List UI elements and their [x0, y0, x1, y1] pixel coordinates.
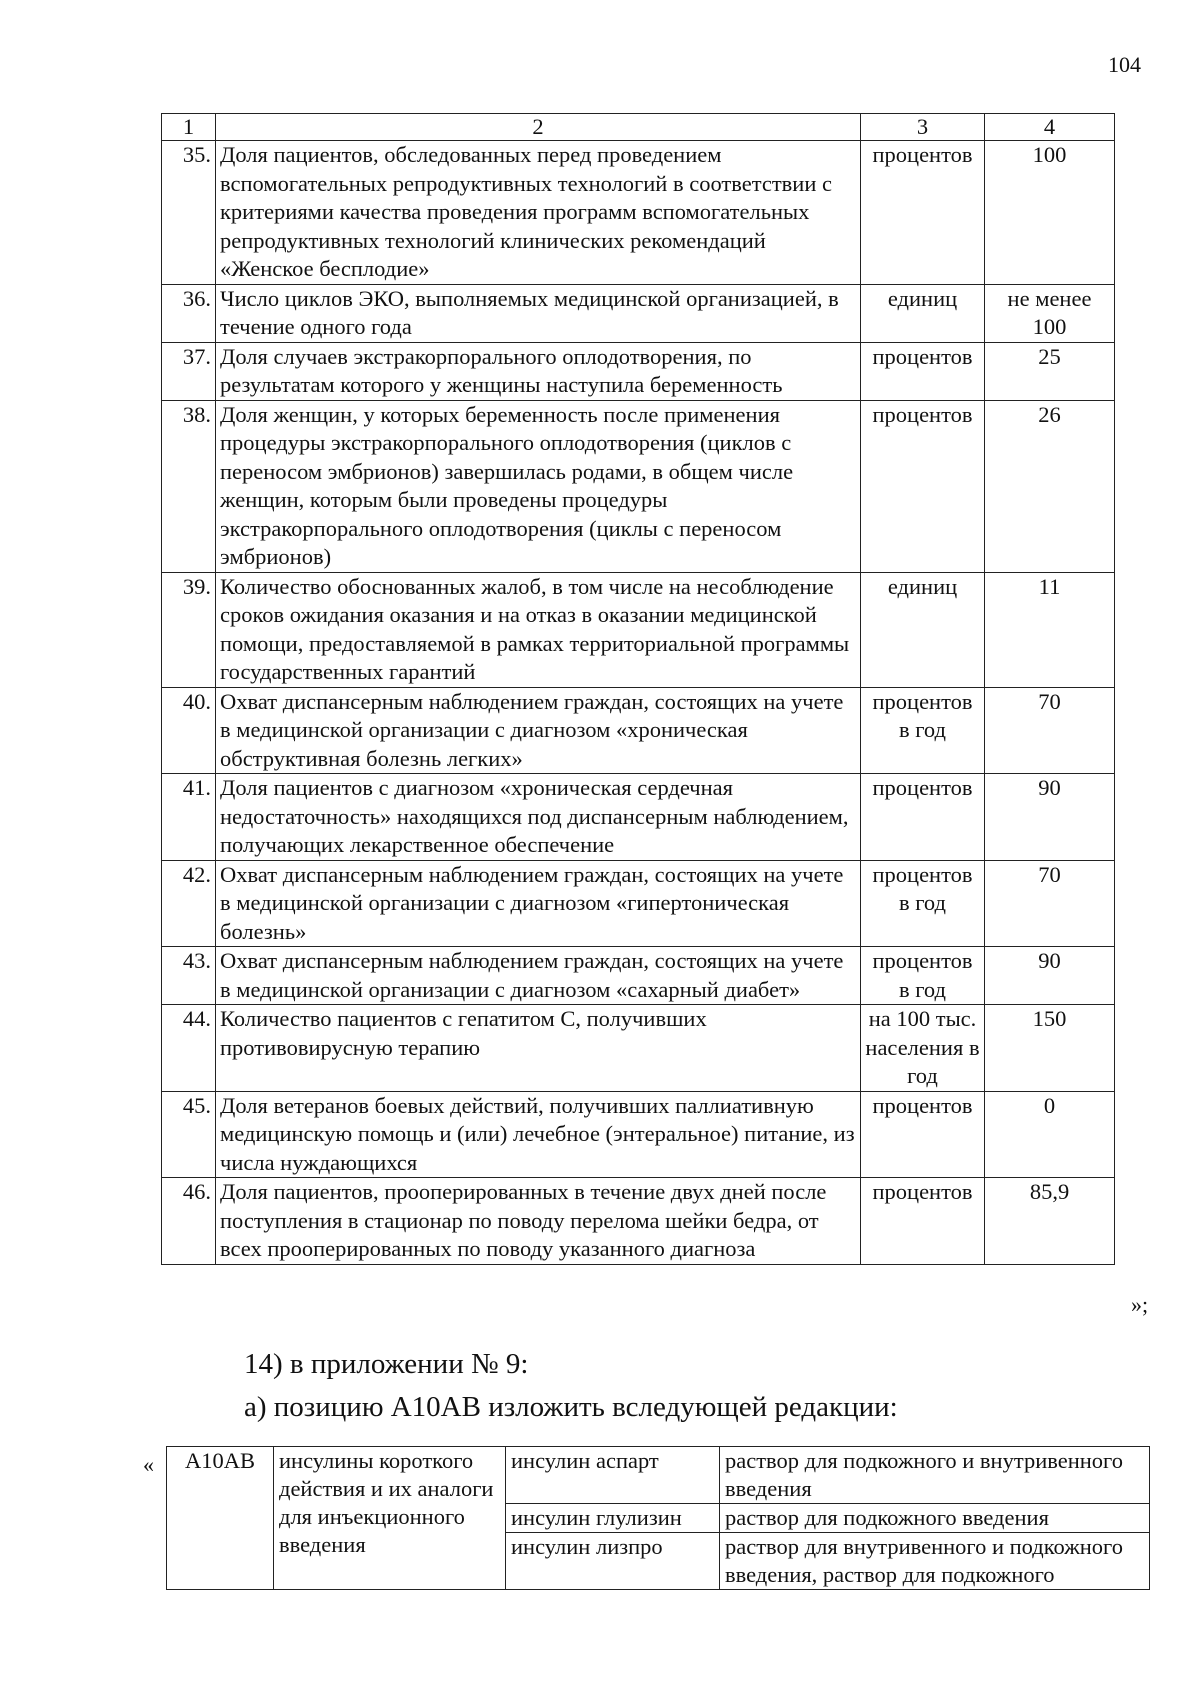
row-number: 38.	[162, 400, 216, 572]
row-number: 43.	[162, 947, 216, 1005]
indicator-value: 70	[985, 860, 1115, 947]
table-header-row	[162, 114, 1115, 141]
indicator-text: Количество пациентов с гепатитом С, получивших противовирусную терапию	[216, 1005, 861, 1092]
atc-table	[166, 1446, 1150, 1590]
column-header-4: 4	[985, 114, 1115, 141]
indicator-unit: процентов	[861, 342, 985, 400]
row-number: 45.	[162, 1091, 216, 1178]
table-row	[162, 1005, 1115, 1092]
table-row	[162, 141, 1115, 285]
amendment-line-2: а) позицию A10AB изложить вследующей редакции:	[244, 1391, 898, 1423]
indicator-value: 70	[985, 687, 1115, 774]
atc-code: A10AB	[167, 1447, 274, 1590]
indicator-text: Охват диспансерным наблюдением граждан, состоящих на учете в медицинской организации с диагнозом «гипертоническая болезнь»	[216, 860, 861, 947]
atc-drug: инсулин глулизин	[506, 1504, 720, 1533]
indicator-text: Охват диспансерным наблюдением граждан, состоящих на учете в медицинской организации с диагнозом «сахарный диабет»	[216, 947, 861, 1005]
table-row	[162, 572, 1115, 687]
table-row	[162, 947, 1115, 1005]
atc-form: раствор для подкожного введения	[720, 1504, 1150, 1533]
row-number: 39.	[162, 572, 216, 687]
row-number: 44.	[162, 1005, 216, 1092]
indicator-text: Охват диспансерным наблюдением граждан, состоящих на учете в медицинской организации с диагнозом «хроническая обструктивная болезнь легких»	[216, 687, 861, 774]
atc-form: раствор для внутривенного и подкожного введения, раствор для подкожного	[720, 1533, 1150, 1590]
atc-drug: инсулин лизпро	[506, 1533, 720, 1590]
indicator-unit: процентов	[861, 1091, 985, 1178]
table-row	[162, 860, 1115, 947]
table-row	[162, 1178, 1115, 1265]
indicator-value: 26	[985, 400, 1115, 572]
row-number: 36.	[162, 284, 216, 342]
indicator-value: 150	[985, 1005, 1115, 1092]
column-header-3: 3	[861, 114, 985, 141]
table-row	[162, 687, 1115, 774]
indicator-unit: процентов	[861, 400, 985, 572]
atc-group: инсулины короткого действия и их аналоги для инъекционного введения	[274, 1447, 506, 1590]
indicator-unit: процентов в год	[861, 947, 985, 1005]
atc-drug: инсулин аспарт	[506, 1447, 720, 1504]
indicator-unit: единиц	[861, 284, 985, 342]
indicator-text: Доля женщин, у которых беременность после применения процедуры экстракорпорального оплодотворения (циклов с переносом эмбрионов) завершилась родами, в общем числе женщин, которым были проведены процедуры экстракорпорального оплодотворения (циклы с переносом эмбрионов)	[216, 400, 861, 572]
column-header-2: 2	[216, 114, 861, 141]
amendment-line-1: 14) в приложении № 9:	[244, 1348, 529, 1380]
indicator-value: 85,9	[985, 1178, 1115, 1265]
indicator-text: Число циклов ЭКО, выполняемых медицинской организацией, в течение одного года	[216, 284, 861, 342]
table-row	[162, 774, 1115, 861]
indicator-unit: процентов в год	[861, 687, 985, 774]
indicator-value: 11	[985, 572, 1115, 687]
indicator-unit: процентов	[861, 774, 985, 861]
row-number: 37.	[162, 342, 216, 400]
row-number: 35.	[162, 141, 216, 285]
indicator-text: Доля пациентов, прооперированных в течение двух дней после поступления в стационар по поводу перелома шейки бедра, от всех прооперированных по поводу указанного диагноза	[216, 1178, 861, 1265]
indicator-value: 90	[985, 947, 1115, 1005]
page-number: 104	[1108, 52, 1141, 77]
indicator-value: 90	[985, 774, 1115, 861]
indicator-text: Доля случаев экстракорпорального оплодотворения, по результатам которого у женщины наступила беременность	[216, 342, 861, 400]
indicator-unit: единиц	[861, 572, 985, 687]
indicator-unit: процентов	[861, 1178, 985, 1265]
indicator-unit: процентов в год	[861, 860, 985, 947]
atc-row	[167, 1447, 1150, 1504]
table-row	[162, 284, 1115, 342]
column-header-1: 1	[162, 114, 216, 141]
indicator-unit: процентов	[861, 141, 985, 285]
row-number: 41.	[162, 774, 216, 861]
row-number: 46.	[162, 1178, 216, 1265]
indicator-value: 25	[985, 342, 1115, 400]
table-row	[162, 342, 1115, 400]
indicator-value: не менее 100	[985, 284, 1115, 342]
opening-quote: «	[143, 1452, 154, 1477]
indicator-text: Доля пациентов, обследованных перед проведением вспомогательных репродуктивных технологий в соответствии с критериями качества проведения программ вспомогательных репродуктивных технологий клинических рекомендаций «Женское бесплодие»	[216, 141, 861, 285]
indicator-text: Доля ветеранов боевых действий, получивших паллиативную медицинскую помощь и (или) лечебное (энтеральное) питание, из числа нуждающихся	[216, 1091, 861, 1178]
indicator-unit: на 100 тыс. населения в год	[861, 1005, 985, 1092]
indicator-value: 0	[985, 1091, 1115, 1178]
atc-form: раствор для подкожного и внутривенного введения	[720, 1447, 1150, 1504]
row-number: 42.	[162, 860, 216, 947]
indicator-value: 100	[985, 141, 1115, 285]
indicator-text: Количество обоснованных жалоб, в том числе на несоблюдение сроков ожидания оказания и на отказ в оказании медицинской помощи, предоставляемой в рамках территориальной программы государственных гарантий	[216, 572, 861, 687]
table-row	[162, 400, 1115, 572]
indicators-table	[161, 113, 1115, 1265]
indicator-text: Доля пациентов с диагнозом «хроническая сердечная недостаточность» находящихся под диспансерным наблюдением, получающих лекарственное обеспечение	[216, 774, 861, 861]
table-row	[162, 1091, 1115, 1178]
closing-quote: »;	[1131, 1292, 1149, 1317]
row-number: 40.	[162, 687, 216, 774]
